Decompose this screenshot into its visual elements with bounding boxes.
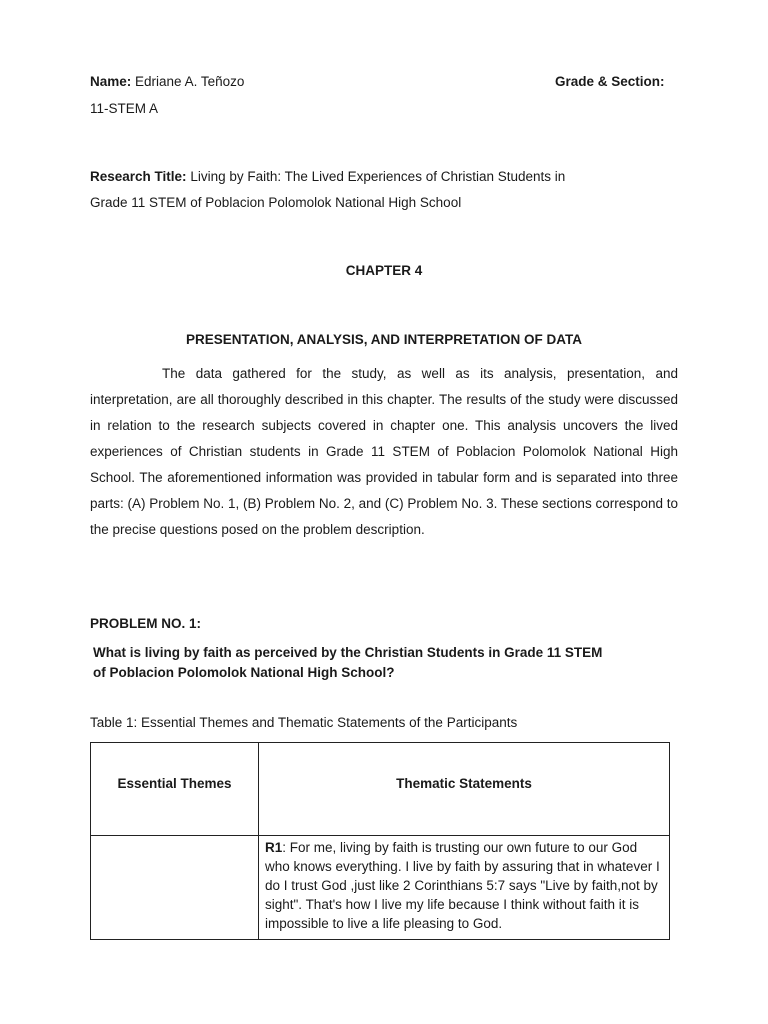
table-row xyxy=(91,836,670,940)
table-caption: Table 1: Essential Themes and Thematic Statements of the Participants xyxy=(90,715,518,730)
header-essential-themes: Essential Themes xyxy=(91,743,259,836)
problem-question-line2: of Poblacion Polomolok National High School? xyxy=(93,664,395,680)
header-thematic-statements: Thematic Statements xyxy=(259,743,670,836)
respondent-label: R1 xyxy=(265,840,283,855)
research-title-label: Research Title: xyxy=(90,169,187,184)
table-header-row xyxy=(91,743,670,836)
research-title-line2: Grade 11 STEM of Poblacion Polomolok National High School xyxy=(90,195,462,210)
problem-heading: PROBLEM NO. 1: xyxy=(90,616,202,631)
research-title-line1 xyxy=(90,169,565,184)
problem-question-line1: What is living by faith as perceived by the Christian Students in Grade 11 STEM xyxy=(93,645,603,660)
section-heading: PRESENTATION, ANALYSIS, AND INTERPRETATION OF DATA xyxy=(185,332,582,347)
themes-table xyxy=(90,742,670,940)
name-value: Edriane A. Teñozo xyxy=(135,74,245,89)
name-label: Name: xyxy=(90,74,132,89)
section-value: 11-STEM A xyxy=(90,101,159,116)
intro-paragraph: The data gathered for the study, as well as its analysis, presentation, and interpretation, are all thoroughly described in this chapter. The results of the study were discussed in relation to the research subjects covered in chapter one. This analysis uncovers the lived experiences of Christian students in Grade 11 STEM of Poblacion Polomolok National High School. The aforementioned information was provided in tabular form and is separated into three parts: (A) Problem No. 1, (B) Problem No. 2, and (C) Problem No. 3. These sections correspond to the precise questions posed on the problem description. xyxy=(90,366,678,537)
theme-cell xyxy=(91,836,259,940)
research-title-text: Living by Faith: The Lived Experiences of Christian Students in xyxy=(190,169,566,184)
chapter-heading: CHAPTER 4 xyxy=(345,263,423,278)
statement-cell xyxy=(259,836,670,940)
grade-section-label: Grade & Section: xyxy=(555,74,665,89)
problem-question xyxy=(93,643,681,682)
statement-text: : For me, living by faith is trusting our own future to our God who knows everything. I live by faith by assuring that in whatever I do I trust God ,just like 2 Corinthians 5:7 says "Live by faith,not by sight". That's how I live my life because I think without faith it is impossible to live a life pleasing to God. xyxy=(265,840,660,931)
name-line xyxy=(90,74,244,89)
